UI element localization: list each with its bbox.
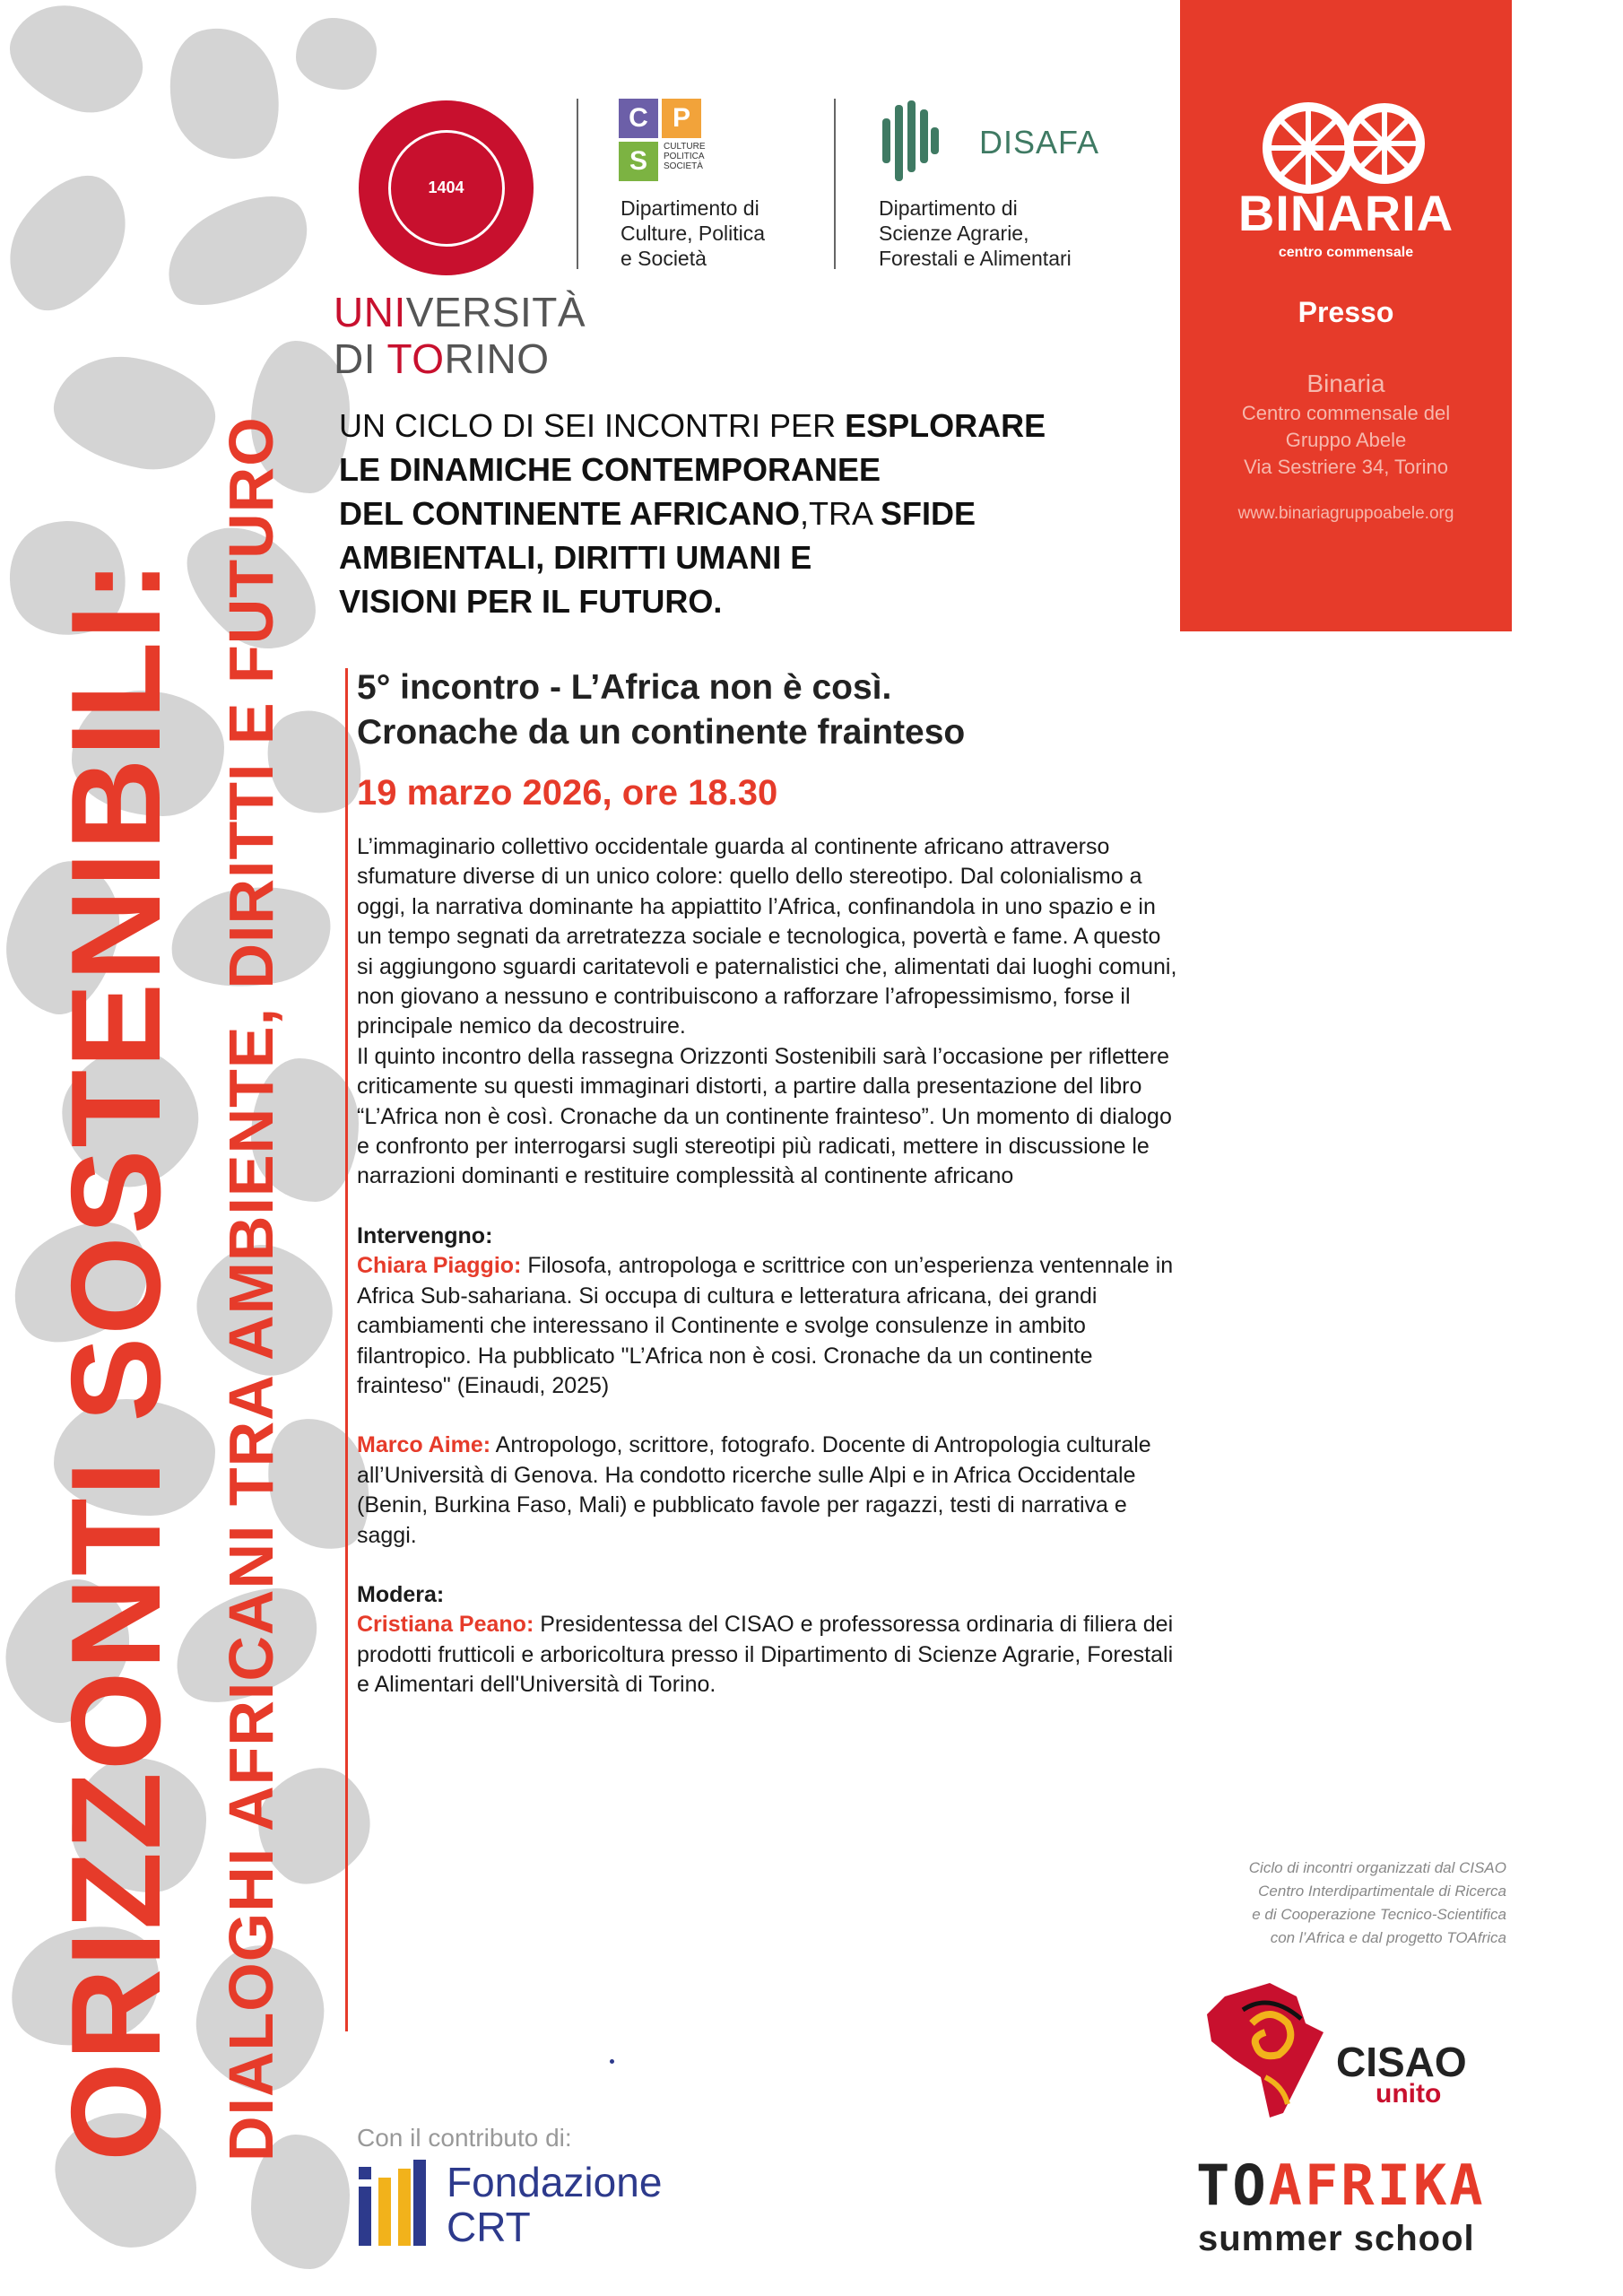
speakers-heading: Intervengno: [357, 1222, 493, 1248]
vertical-subtitle: DIALOGHI AFRICANI TRA AMBIENTE, DIRITTI E FUTURO [216, 416, 286, 2161]
cisao-wordmark: CISAO [1336, 2039, 1467, 2085]
crt-bars-icon [359, 2160, 426, 2246]
cps-logo: C P S [619, 99, 705, 185]
cisao-unito-wordmark: unito [1376, 2079, 1442, 2109]
moderator-name: Cristiana Peano: [357, 1612, 534, 1638]
africa-map-icon [1198, 1970, 1332, 2122]
contribution-label: Con il contributo di: [357, 2124, 572, 2152]
venue-address: Binaria Centro commensale del Gruppo Abele Via Sestriere 34, Torino [1241, 370, 1451, 478]
fondazione-crt-wordmark: Fondazione CRT [447, 2159, 663, 2250]
presso-label: Presso [1298, 296, 1394, 328]
vertical-title-area [0, 0, 305, 2296]
moderator: Cristiana Peano: Presidentessa del CISAO e professoressa ordinaria di filiera dei prodotti frutticoli e arboricoltura presso il Dipartimento di Scienze Agrarie, Forestali e Alimentari dell'Università di Torino. [357, 1612, 1174, 1698]
toafrika-wordmark: TOAFRIKA [1196, 2152, 1486, 2218]
unito-seal-logo [359, 100, 534, 275]
logo-divider-2 [834, 99, 836, 269]
vertical-main-title: ORIZZONTI SOSTENIBILI: [45, 558, 187, 2161]
event-date: 19 marzo 2026, ore 18.30 [357, 773, 778, 813]
event-body [357, 832, 1182, 1700]
moderator-heading: Modera: [357, 1581, 445, 1607]
cps-mini-text: CULTURE POLITICA SOCIETÀ [664, 142, 706, 171]
disafa-wordmark: DISAFA [979, 124, 1100, 161]
venue-panel [1180, 0, 1512, 631]
event-title: 5° incontro - L’Africa non è così. Cronache da un continente frainteso [357, 668, 966, 752]
decorative-dot [610, 2059, 614, 2064]
speaker-1: Chiara Piaggio: Filosofa, antropologa e scrittrice con un’esperienza ventennale in Africa Sub-sahariana. Si occupa di cultura e letteratura africana, dei grandi cambiamenti che interessano il Continente e svolge consulenze in ambito filantropico. Ha pubblicato "L’Africa non è cosi. Cronache da un continente frainteso" (Einaudi, 2025) [357, 1253, 1174, 1398]
disafa-department-name: Dipartimento di Scienze Agrarie, Forestali e Alimentari [879, 196, 1072, 270]
description-paragraph-2: Il quinto incontro della rassegna Orizzonti Sostenibili sarà l’occasione per riflettere criticamente su questi immaginari distorti, a partire dalla presentazione del libro “L’Africa non è così. Cronache da un continente frainteso”. Un momento di dialogo e confronto per interrogarsi sugli stereotipi più radicati, mettere in discussione le narrazioni dominanti e restituire complessità al continente africano [357, 1043, 1172, 1189]
venue-website: www.binariagruppoabele.org [1237, 504, 1454, 523]
speaker-2-name: Marco Aime: [357, 1432, 491, 1458]
accent-bar [345, 668, 348, 2031]
summer-school-label: summer school [1198, 2219, 1475, 2258]
unito-wordmark: UNIVERSITÀ DI TORINO [334, 289, 586, 382]
intro-statement: UN CICLO DI SEI INCONTRI PER ESPLORARE LE DINAMICHE CONTEMPORANEE DEL CONTINENTE AFRICANO,TRA SFIDE AMBIENTALI, DIRITTI UMANI E VISIONI PER IL FUTURO. [339, 407, 1046, 620]
disafa-leaf-icon [879, 100, 942, 186]
organizer-note: Ciclo di incontri organizzati dal CISAO Centro Interdipartimentale di Ricerca e di Cooperazione Tecnico-Scientifica con l’Africa e dal progetto TOAfrica [1248, 1859, 1506, 1946]
logo-divider [577, 99, 578, 269]
cps-department-name: Dipartimento di Culture, Politica e Società [621, 196, 766, 270]
binaria-wordmark: BINARIA [1237, 185, 1454, 241]
speaker-1-name: Chiara Piaggio: [357, 1253, 522, 1279]
unito-seal-year: 1404 [388, 130, 505, 247]
speaker-2: Marco Aime: Antropologo, scrittore, fotografo. Docente di Antropologia culturale all’Università di Genova. Ha condotto ricerche sulle Alpi e in Africa Occidentale (Benin, Burkina Faso, Mali) e pubblicato favole per ragazzi, testi di narrativa e saggi. [357, 1432, 1151, 1548]
description-paragraph-1: L’immaginario collettivo occidentale guarda al continente africano attraverso sfumature diverse di un unico colore: quello dello stereotipo. Dal colonialismo a oggi, la narrativa dominante ha appiattito l’Africa, confinandola in uno spazio e in un tempo segnati da arretratezza sociale e tecnologica, povertà e fame. A questo si aggiungono sguardi caritatevoli e paternalistici che, alimentati dai luoghi comuni, non giovano a nessuno e contribuiscono a rafforzare l’afropessimismo, forse il principale nemico da decostruire. [357, 834, 1177, 1039]
binaria-subtitle: centro commensale [1278, 245, 1414, 260]
binaria-wheels-logo [1250, 90, 1442, 269]
